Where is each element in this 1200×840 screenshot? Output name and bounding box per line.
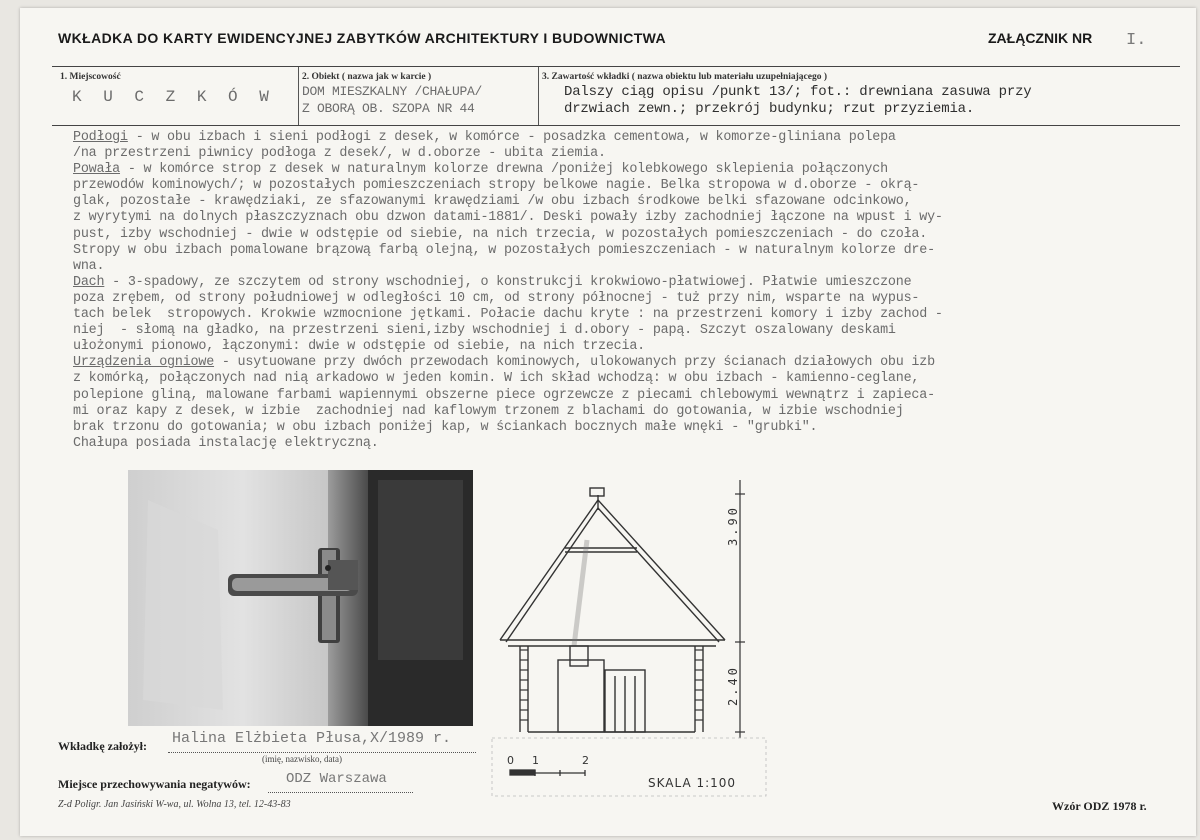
paragraph-line: [73, 259, 1183, 275]
paragraph-line: [73, 291, 1183, 307]
paragraph-line: [73, 194, 1183, 210]
paragraph-heading: Podłogi: [73, 130, 128, 145]
paragraph-line: [73, 404, 1183, 420]
paragraph-first-line: [73, 275, 1183, 291]
paragraph-text: przewodów kominowych/; w pozostałych pomieszczeniach stropy belkowe nagie. Belka stropowa w d.oborze - okrą-: [73, 178, 920, 194]
paragraph-heading: Urządzenia ogniowe: [73, 355, 215, 371]
house-cross-section-drawing: [490, 470, 770, 800]
paragraph-text: Chałupa posiada instalację elektryczną.: [73, 435, 379, 451]
paragraph-line: [73, 339, 1183, 355]
scale-label: SKALA 1:100: [648, 776, 737, 790]
paragraph-line: [73, 243, 1183, 259]
scale-tick-2: 2: [582, 754, 589, 767]
paragraph-first-line: [73, 130, 1183, 146]
paragraph-text: polepione gliną, malowane farbami wapiennymi obszerne piece ogrzewcze z piecami chlebowymi wewnątrz i zapieca-: [73, 387, 935, 403]
door-bolt-photo-image: [128, 470, 473, 726]
paragraph-line: [73, 146, 1183, 162]
negatives-location-value: ODZ Warszawa: [286, 771, 387, 787]
paragraph-text: niej - słomą na gładko, na przestrzeni sieni,izby wschodniej i d.obory - papą. Szczyt oszalowany deskami: [73, 323, 896, 339]
paragraph-text: Stropy w obu izbach pomalowane brązową farbą olejną, w pozostałych pomieszczeniach - w naturalnym kolorze dre-: [73, 242, 935, 258]
photo-door-bolt: [128, 470, 473, 726]
founded-by-hint: (imię, nazwisko, data): [262, 754, 342, 764]
locality-value: K U C Z K Ó W: [72, 88, 275, 106]
paragraph-text: - usytuowane przy dwóch przewodach kominowych, ulokowanych przy ścianach działowych obu izb: [214, 355, 935, 371]
scale-tick-1: 1: [532, 754, 539, 767]
paragraph-text: poza zrębem, od strony południowej w odległości 10 cm, od strony północnej - tuż przy nim, wsparte na wypus-: [73, 290, 920, 306]
paragraph-text: z komórką, połączonych nad nią arkadowo w jeden komin. W ich skład wchodzą: w obu izbach - kamienno-ceglane,: [73, 371, 920, 387]
object-value-line1: DOM MIESZKALNY /CHAŁUPA/: [302, 84, 483, 99]
signature-line: [168, 752, 476, 753]
content-value-line1: Dalszy ciąg opisu /punkt 13/; fot.: drewniana zasuwa przy: [564, 84, 1032, 100]
paragraph-line: [73, 210, 1183, 226]
form-code: Wzór ODZ 1978 r.: [1052, 799, 1147, 813]
scale-tick-0: 0: [507, 754, 514, 767]
paragraph-text: - 3-spadowy, ze szczytem od strony wschodniej, o konstrukcji krokwiowo-płatwiowej. Płatwie umieszczone: [104, 274, 912, 290]
dimension-upper: 3.90: [726, 505, 740, 546]
attachment-number: I.: [1126, 31, 1147, 50]
paragraph-text: pust, izby wschodniej - dwie w odstępie od siebie, na nich trzecia, w pozostałych pomieszczeniach - do czoła.: [73, 226, 928, 242]
paragraph-first-line: [73, 355, 1183, 371]
paragraph-line: [73, 420, 1183, 436]
column-divider: [298, 67, 299, 125]
paragraph-line: [73, 371, 1183, 387]
paragraph-text: /na przestrzeni piwnicy podłoga z desek/, w d.oborze - ubita ziemia.: [73, 146, 606, 162]
paragraph-text: ułożonymi pionowo, łączonymi: dwie w odstępie od siebie, na nich trzecia.: [73, 339, 646, 355]
object-value-line2: Z OBORĄ OB. SZOPA NR 44: [302, 101, 475, 116]
paragraph-text: tach belek stropowych. Krokwie wzmocnione jętkami. Połacie dachu kryte : na przestrzeni komory i izby zachod -: [73, 307, 943, 323]
paragraph-line: [73, 436, 1183, 452]
founded-by-value: Halina Elżbieta Płusa,X/1989 r.: [172, 730, 452, 747]
paragraph-line: [73, 178, 1183, 194]
header-fields-table: [52, 66, 1180, 126]
negatives-line: [268, 792, 413, 793]
paragraph-text: - w obu izbach i sieni podłogi z desek, w komórce - posadzka cementowa, w komorze-gliniana polepa: [127, 130, 896, 145]
dimension-lower: 2.40: [726, 665, 740, 706]
paragraph-line: [73, 388, 1183, 404]
paragraph-line: [73, 323, 1183, 339]
paragraph-text: z wyrytymi na dolnych płaszczyznach obu dzwon datami-1881/. Deski powały izby zachodniej łączone na wpust i wy-: [73, 210, 943, 226]
paragraph-first-line: [73, 162, 1183, 178]
content-value-line2: drzwiach zewn.; przekrój budynku; rzut przyziemia.: [564, 101, 975, 117]
paragraph-text: - w komórce strop z desek w naturalnym kolorze drewna /poniżej kolebkowego sklepienia połączonych: [120, 162, 888, 178]
paragraph-heading: Dach: [73, 274, 105, 290]
paragraph-text: mi oraz kapy z desek, w izbie zachodniej nad kaflowym trzonem z blachami do gotowania, w izbie wschodniej: [73, 403, 904, 419]
form-title: WKŁADKA DO KARTY EWIDENCYJNEJ ZABYTKÓW ARCHITEKTURY I BUDOWNICTWA: [58, 30, 667, 46]
paragraph-line: [73, 227, 1183, 243]
founded-by-label: Wkładkę założył:: [58, 739, 147, 753]
attachment-label: ZAŁĄCZNIK NR: [988, 30, 1093, 46]
description-text: [73, 130, 1183, 452]
column-divider: [538, 67, 539, 125]
negatives-location-label: Miejsce przechowywania negatywów:: [58, 777, 251, 791]
paragraph-text: wna.: [73, 258, 105, 274]
paragraph-heading: Powała: [73, 162, 121, 178]
paragraph-text: brak trzonu do gotowania; w obu izbach poniżej kap, w ściankach bocznych małe wnęki - "grubki".: [73, 419, 818, 435]
locality-label: 1. Miejscowość: [60, 72, 121, 82]
paragraph-line: [73, 307, 1183, 323]
content-label: 3. Zawartość wkładki ( nazwa obiektu lub materiału uzupełniającego ): [542, 72, 828, 82]
paragraph-text: glak, pozostałe - krawędziaki, ze sfazowanymi krawędziami /w obu izbach środkowe belki sfazowane odcinkowo,: [73, 194, 912, 210]
object-label: 2. Obiekt ( nazwa jak w karcie ): [302, 72, 432, 82]
printer-info: Z-d Poligr. Jan Jasiński W-wa, ul. Wolna 13, tel. 12-43-83: [58, 799, 291, 810]
